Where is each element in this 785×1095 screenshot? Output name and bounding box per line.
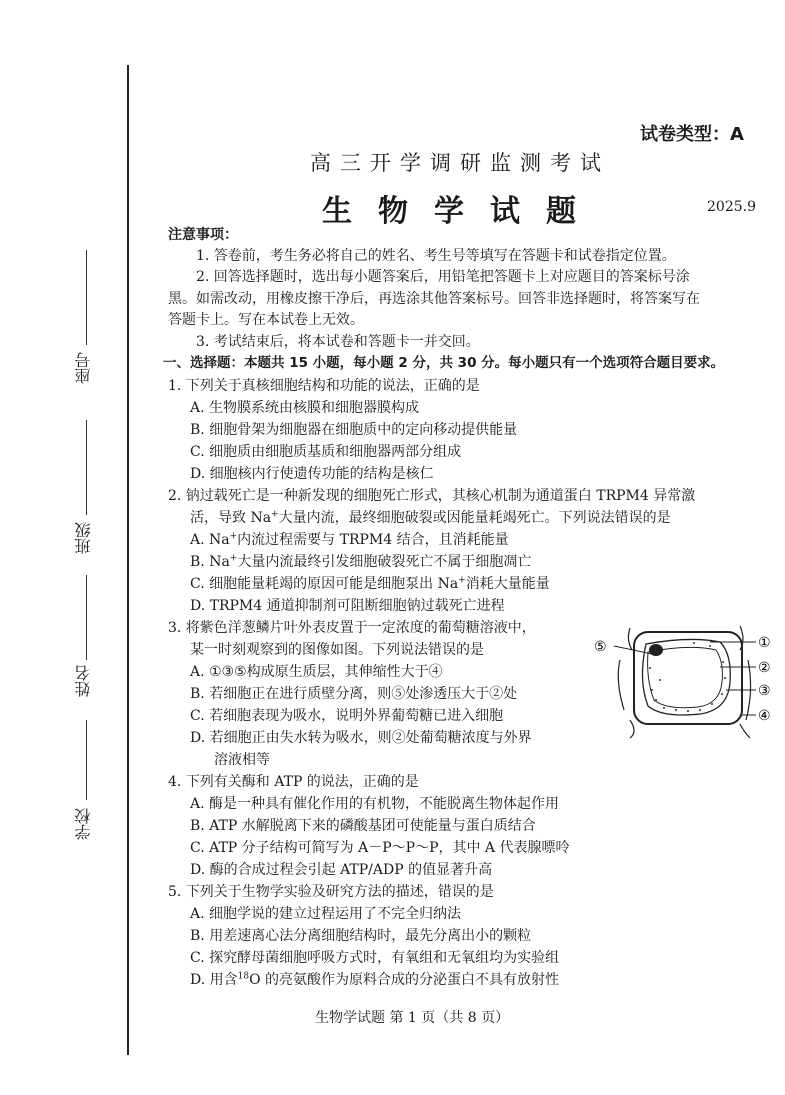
school-label: 学校 [74,808,93,840]
fig-label-1: ① [758,635,771,651]
question-stem: 3. 将紫色洋葱鳞片叶外表皮置于一定浓度的葡萄糖溶液中， [168,620,536,636]
option: A. 生物膜系统由核膜和细胞器膜构成 [190,400,420,416]
option: C. ATP 分子结构可简写为 A－P～P～P，其中 A 代表腺嘌呤 [190,840,570,856]
question-stem: 2. 钠过载死亡是一种新发现的细胞死亡形式，其核心机制为通道蛋白 TRPM4 异常激 [168,488,696,504]
question-stem: 5. 下列关于生物学实验及研究方法的描述，错误的是 [168,884,494,900]
page-footer: 生物学试题 第 1 页（共 8 页） [315,1010,510,1026]
notice-item: 1. 答卷前，考生务必将自己的姓名、考生号等填写在答题卡和试卷指定位置。 [196,248,676,264]
name-blank [86,575,87,660]
notice-item: 黑。如需改动，用橡皮擦干净后，再选涂其他答案标号。回答非选择题时，将答案写在 [168,291,700,307]
option: B. 若细胞正在进行质壁分离，则⑤处渗透压大于②处 [190,686,518,702]
notice-item: 答题卡上。写在本试卷上无效。 [168,312,364,328]
fig-label-5: ⑤ [594,639,607,655]
question-stem-cont: 活，导致 Na+大量内流，最终细胞破裂或因能量耗竭死亡。下列说法错误的是 [190,509,671,526]
seat-label: 座号 [74,352,93,384]
paper-type: 试卷类型：A [640,124,744,145]
notice-heading: 注意事项： [168,227,238,243]
option: A. 酶是一种具有催化作用的有机物，不能脱离生物体起作用 [190,796,560,812]
question-stem: 4. 下列有关酶和 ATP 的说法，正确的是 [168,774,419,790]
fig-label-2: ② [758,660,771,676]
class-blank [86,420,87,515]
notice-item: 2. 回答选择题时，选出每小题答案后，用铅笔把答题卡上对应题目的答案标号涂 [196,269,690,285]
seat-blank [86,250,87,345]
class-label: 班级 [74,522,93,554]
option: B. ATP 水解脱离下来的磷酸基团可使能量与蛋白质结合 [190,818,536,834]
option: C. 若细胞表现为吸水，说明外界葡萄糖已进入细胞 [190,708,504,724]
option: C. 细胞质由细胞质基质和细胞器两部分组成 [190,444,462,460]
question-stem: 1. 下列关于真核细胞结构和功能的说法，正确的是 [168,378,480,394]
option: A. 细胞学说的建立过程运用了不完全归纳法 [190,906,462,922]
option: A. ①③⑤构成原生质层，其伸缩性大于④ [190,664,443,680]
exam-date: 2025.9 [707,199,756,215]
name-label: 姓名 [74,665,93,697]
notice-item: 3. 考试结束后，将本试卷和答题卡一并交回。 [196,334,480,350]
school-blank [86,720,87,800]
option: D. 若细胞正由失水转为吸水，则②处葡萄糖浓度与外界 [190,730,532,746]
option: C. 探究酵母菌细胞呼吸方式时，有氧组和无氧组均为实验组 [190,950,560,966]
exam-title: 高三开学调研监测考试 [310,151,610,175]
fig-label-3: ③ [758,683,771,699]
subject-title: 生物学试题 [322,194,602,229]
option: C. 细胞能量耗竭的原因可能是细胞泵出 Na+消耗大量能量 [190,575,550,592]
option-cont: 溶液相等 [214,752,270,768]
option: B. 细胞骨架为细胞器在细胞质中的定向移动提供能量 [190,422,518,438]
option: B. 用差速离心法分离细胞结构时，最先分离出小的颗粒 [190,928,532,944]
cell-figure [590,620,780,740]
option: B. Na+大量内流最终引发细胞破裂死亡不属于细胞凋亡 [190,553,532,570]
option: D. 细胞核内行使遗传功能的结构是核仁 [190,466,434,482]
binding-line [127,65,129,1055]
option: A. Na+内流过程需要与 TRPM4 结合，且消耗能量 [190,531,509,548]
option: D. 用含$^{18}$O 的亮氨酸作为原料合成的分泌蛋白不具有放射性 [190,971,560,988]
option: D. 酶的合成过程会引起 ATP/ADP 的值显著升高 [190,862,493,878]
section-heading: 一、选择题：本题共 15 小题，每小题 2 分，共 30 分。每小题只有一个选项符合题目要求。 [163,355,725,371]
option: D. TRPM4 通道抑制剂可阻断细胞钠过载死亡进程 [190,598,505,614]
question-stem-cont: 某一时刻观察到的图像如图。下列说法错误的是 [190,642,484,658]
fig-label-4: ④ [758,708,771,724]
